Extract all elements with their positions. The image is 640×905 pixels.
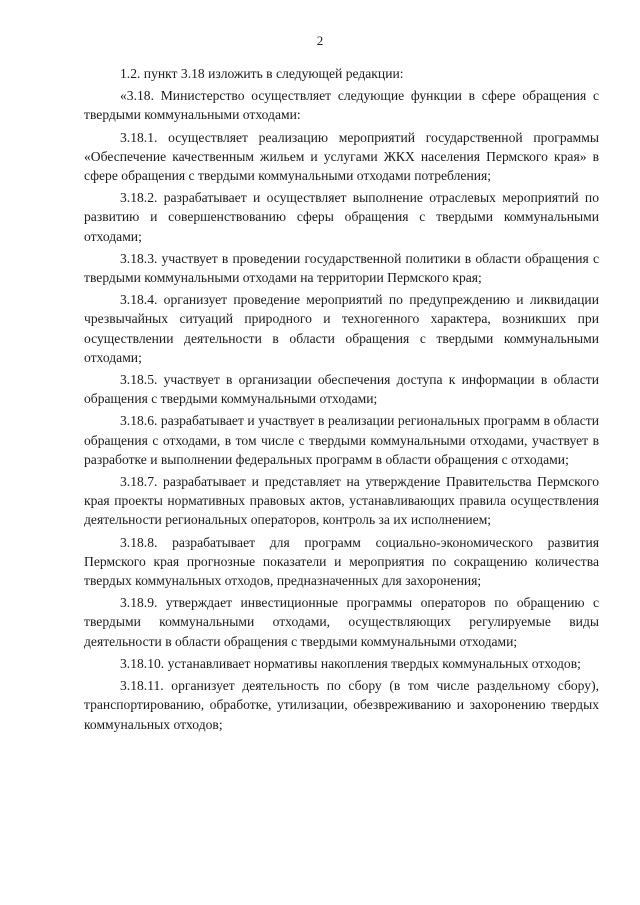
paragraph-3-18-8: 3.18.8. разрабатывает для программ социально-экономического развития Пермского края прогнозные показатели и мероприятия по сокращению количества твердых коммунальных отходов, предназначенных для захоронения; xyxy=(84,534,599,589)
paragraph-3-18-11: 3.18.11. организует деятельность по сбору (в том числе раздельному сбору), транспортированию, обработке, утилизации, обезвреживанию и захоронению твердых коммунальных отходов; xyxy=(84,678,599,732)
paragraph-3-18-3: 3.18.3. участвует в проведении государственной политики в области обращения с твердыми коммунальными отходами на территории Пермского края; xyxy=(84,250,599,286)
paragraph-3-18-5: 3.18.5. участвует в организации обеспечения доступа к информации в области обращения с твердыми коммунальными отходами; xyxy=(84,372,599,407)
paragraph-3-18: «3.18. Министерство осуществляет следующие функции в сфере обращения с твердыми коммунальными отходами: xyxy=(84,88,599,123)
page-number: 2 xyxy=(316,33,324,48)
paragraph-3-18-10: 3.18.10. устанавливает нормативы накопления твердых коммунальных отходов; xyxy=(120,655,581,671)
paragraph-3-18-9: 3.18.9. утверждает инвестиционные программы операторов по обращению с твердыми коммунальными отходами, осуществляющих регулируемые виды деятельности в области обращения с твердыми коммунальными отходами; xyxy=(84,595,599,649)
paragraph-3-18-7: 3.18.7. разрабатывает и представляет на утверждение Правительства Пермского края проекты нормативных правовых актов, устанавливающих правила осуществления деятельности региональных операторов, контроль за их исполнением; xyxy=(84,474,599,528)
paragraph-3-18-6: 3.18.6. разрабатывает и участвует в реализации региональных программ в области обращения с отходами, в том числе с твердыми коммунальными отходами, участвует в разработке и выполнении федеральных программ в области обращения с отходами; xyxy=(84,413,599,467)
document-body xyxy=(84,64,599,737)
paragraph-1-2: 1.2. пункт 3.18 изложить в следующей редакции: xyxy=(120,66,404,81)
paragraph-3-18-2: 3.18.2. разрабатывает и осуществляет выполнение отраслевых мероприятий по развитию и совершенствованию сферы обращения с твердыми коммунальными отходами; xyxy=(84,190,599,244)
paragraph-3-18-4: 3.18.4. организует проведение мероприятий по предупреждению и ликвидации чрезвычайных ситуаций природного и техногенного характера, возникших при осуществлении деятельности в области обращения с твердыми коммунальными отходами; xyxy=(84,292,599,365)
paragraph-3-18-1: 3.18.1. осуществляет реализацию мероприятий государственной программы «Обеспечение качественным жильем и услугами ЖКХ населения Пермского края» в сфере обращения с твердыми коммунальными отходами потребления; xyxy=(84,129,599,184)
